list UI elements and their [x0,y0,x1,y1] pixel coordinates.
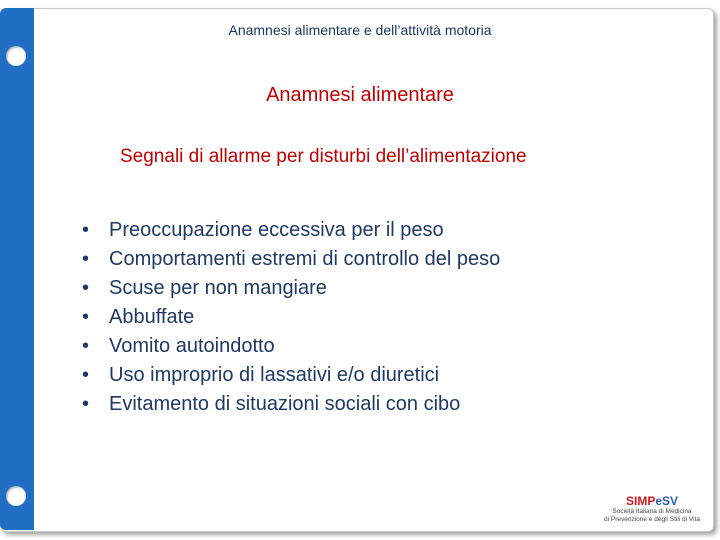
bullet-icon: • [82,248,90,270]
logo-mark: SIMPeSV [625,494,679,508]
logo-subtitle-line-2: di Prevenzione e degli Stili di Vita [604,516,700,523]
subsection-title: Segnali di allarme per disturbi dell’alimentazione [120,146,527,167]
simpesv-logo [596,494,708,528]
list-item: • Scuse per non mangiare [82,274,500,303]
binder-ring-bottom [6,486,26,506]
section-title: Anamnesi alimentare [266,84,454,106]
slide-header-title: Anamnesi alimentare e dell’attività motoria [228,22,492,38]
list-item: • Vomito autoindotto [82,332,500,361]
list-item: • Comportamenti estremi di controllo del peso [82,245,500,274]
bullet-icon: • [82,393,90,415]
bullet-icon: • [82,219,90,241]
list-item: • Preoccupazione eccessiva per il peso [82,216,500,245]
logo-subtitle-line-1: Società Italiana di Medicina [612,508,692,515]
warning-signs-list [82,216,500,419]
bullet-icon: • [82,364,90,386]
bullet-icon: • [82,335,90,357]
bullet-icon: • [82,306,90,328]
binder-ring-top [6,46,26,66]
bullet-icon: • [82,277,90,299]
list-item: • Uso improprio di lassativi e/o diuretici [82,361,500,390]
list-item: • Evitamento di situazioni sociali con cibo [82,390,500,419]
list-item: • Abbuffate [82,303,500,332]
